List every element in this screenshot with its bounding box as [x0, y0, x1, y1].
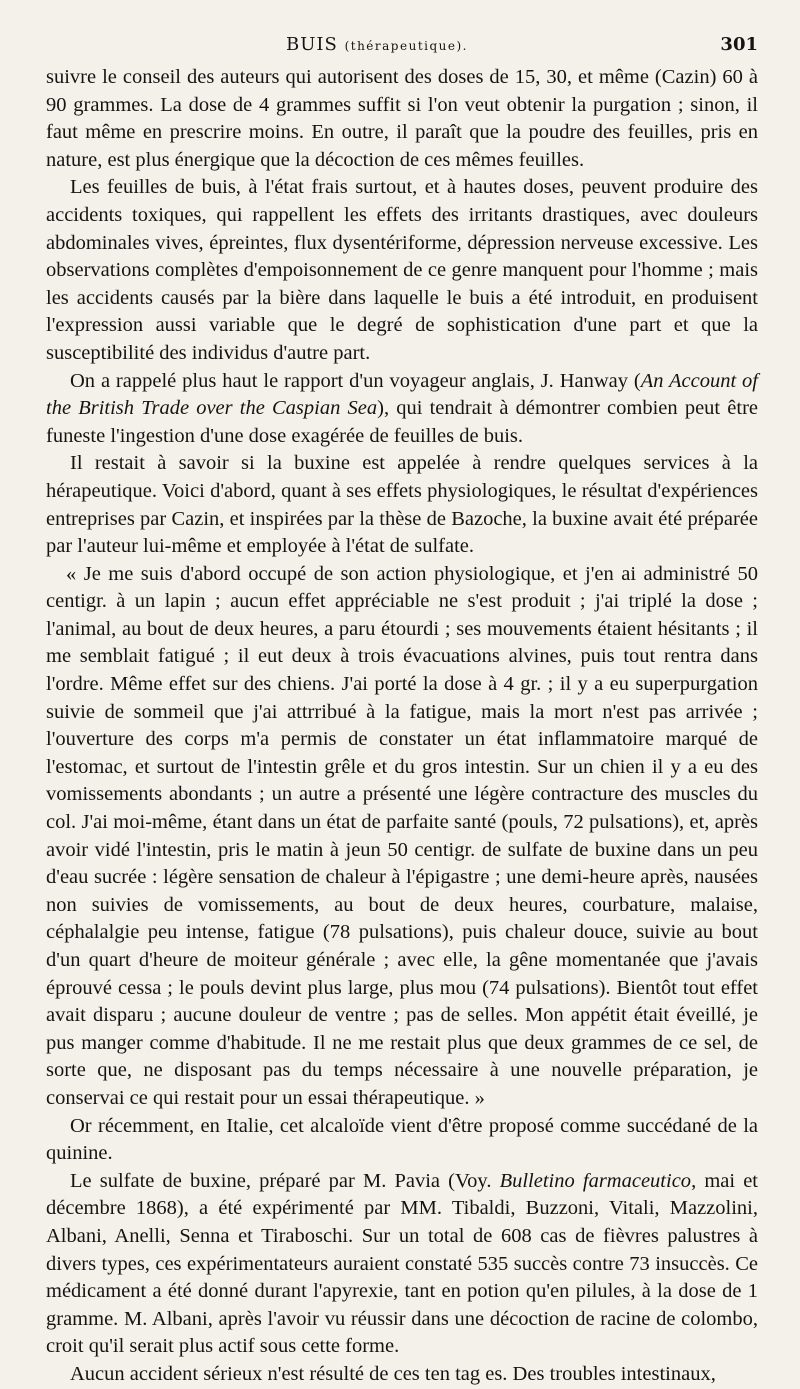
- paragraph-dosage: suivre le conseil des auteurs qui autorisent des doses de 15, 30, et même (Cazin) 60 à 90 grammes. La dose de 4 grammes suffit si l'on veut obtenir la purgation ; sinon, il faut même en prescrire moins. En outre, il paraît que la poudre des feuilles, pris en nature, est plus énergique que la décoction de ces mêmes feuilles.: [46, 66, 758, 171]
- running-header: [46, 34, 758, 64]
- paragraph-hanway: [46, 368, 758, 451]
- paragraph-hanway-after: ), qui tendrait à démontrer combien peut être funeste l'ingestion d'une dose exagérée de feuilles de buis.: [46, 397, 758, 447]
- paragraph-hanway-before: On a rappelé plus haut le rapport d'un voyageur anglais, J. Hanway (: [70, 369, 641, 392]
- book-title-caspian: An Account of the British Trade over the Caspian Sea: [46, 369, 759, 420]
- body-text: [46, 64, 758, 1389]
- paragraph-pavia-before: Le sulfate de buxine, préparé par M. Pavia (Voy.: [70, 1169, 500, 1192]
- paragraph-accidents: Aucun accident sérieux n'est résulté de ces ten tag es. Des troubles intestinaux,: [70, 1362, 716, 1385]
- page-number: 301: [720, 34, 758, 55]
- paragraph-italy: Or récemment, en Italie, cet alcaloïde vient d'être proposé comme succédané de la quinine.: [46, 1114, 758, 1165]
- paragraph-pavia-after: , mai et décembre 1868), a été expérimenté par MM. Tibaldi, Buzzoni, Vitali, Mazzolini, Albani, Anelli, Senna et Tiraboschi. Sur un total de 608 cas de fièvres palustres à divers types, ces expérimentateurs auraient constaté 535 succès contre 73 insuccès. Ce médicament a été donné durant l'apyrexie, tant en potion qu'en pilules, à la dose de 1 gramme. M. Albani, après l'avoir vu réussir dans une décoction de racine de colombo, croit qu'il serait plus actif sous cette forme.: [46, 1169, 758, 1358]
- journal-title-bulletino: Bulletino farmaceutico: [499, 1169, 692, 1192]
- paragraph-pavia: [46, 1168, 758, 1361]
- paragraph-buxine-intro: Il restait à savoir si la buxine est appelée à rendre quelques services à la hérapeutique. Voici d'abord, quant à ses effets physiologiques, le résultat d'expériences entreprises par Cazin, et inspirées par la thèse de Bazoche, la buxine avait été préparée par l'auteur lui-même et employée à l'état de sulfate.: [46, 452, 758, 558]
- running-title-main: BUIS: [286, 34, 338, 55]
- running-title: [286, 34, 468, 55]
- paragraph-cazin-quote: « Je me suis d'abord occupé de son action physiologique, et j'en ai administré 50 centigr. à un lapin ; aucun effet appréciable ne s'est produit ; j'ai triplé la dose ; l'animal, au bout de deux heures, a paru étourdi ; ses mouvements étaient hésitants ; il me semblait fatigué ; il eut deux à trois évacuations alvines, puis tout rentra dans l'ordre. Même effet sur des chiens. J'ai porté la dose à 4 gr. ; il y a eu superpurgation suivie de sommeil que j'ai attrribué à la fatigue, mais la mort n'est pas arrivée ; l'ouverture des corps m'a permis de constater un état inflammatoire marqué de l'estomac, et surtout de l'intestin grêle et du gros intestin. Sur un chien il y a eu des vomissements abondants ; un autre a présenté une légère contracture des muscles du col. J'ai moi-même, étant dans un état de parfaite santé (pouls, 72 pulsations), et, après avoir vidé l'intestin, pris le matin à jeun 50 centigr. de sulfate de buxine dans un peu d'eau sucrée : légère sensation de chaleur à l'épigastre ; une demi-heure après, nausées non suivies de vomissements, au bout de deux heures, courbature, malaise, céphalalgie peu intense, fatigue (78 pulsations), puis chaleur douce, suivie au bout d'un quart d'heure de moiteur générale ; avec elle, la gêne momentanée que j'avais éprouvé cessa ; le pouls devint plus large, plus mou (74 pulsations). Bientôt tout effet avait disparu ; aucune douleur de ventre ; pas de selles. Mon appétit était éveillé, je pus manger comme d'habitude. Il ne me restait plus que deux grammes de ce sel, de sorte que, ne disposant pas du temps nécessaire à une nouvelle préparation, je conservai ce qui restait pour un essai thérapeutique. »: [46, 562, 758, 1109]
- paragraph-toxicity: Les feuilles de buis, à l'état frais surtout, et à hautes doses, peuvent produire des accidents toxiques, qui rappellent les effets des irritants drastiques, avec douleurs abdominales vives, épreintes, flux dysentériforme, dépression nerveuse excessive. Les observations complètes d'empoisonnement de ce genre manquent pour l'homme ; mais les accidents causés par la bière dans laquelle le buis a été introduit, en produisent l'expression aussi variable que le degré de sophistication d'une part et que la susceptibilité des individus d'autre part.: [46, 176, 758, 364]
- running-title-sub: (thérapeutique).: [344, 39, 468, 53]
